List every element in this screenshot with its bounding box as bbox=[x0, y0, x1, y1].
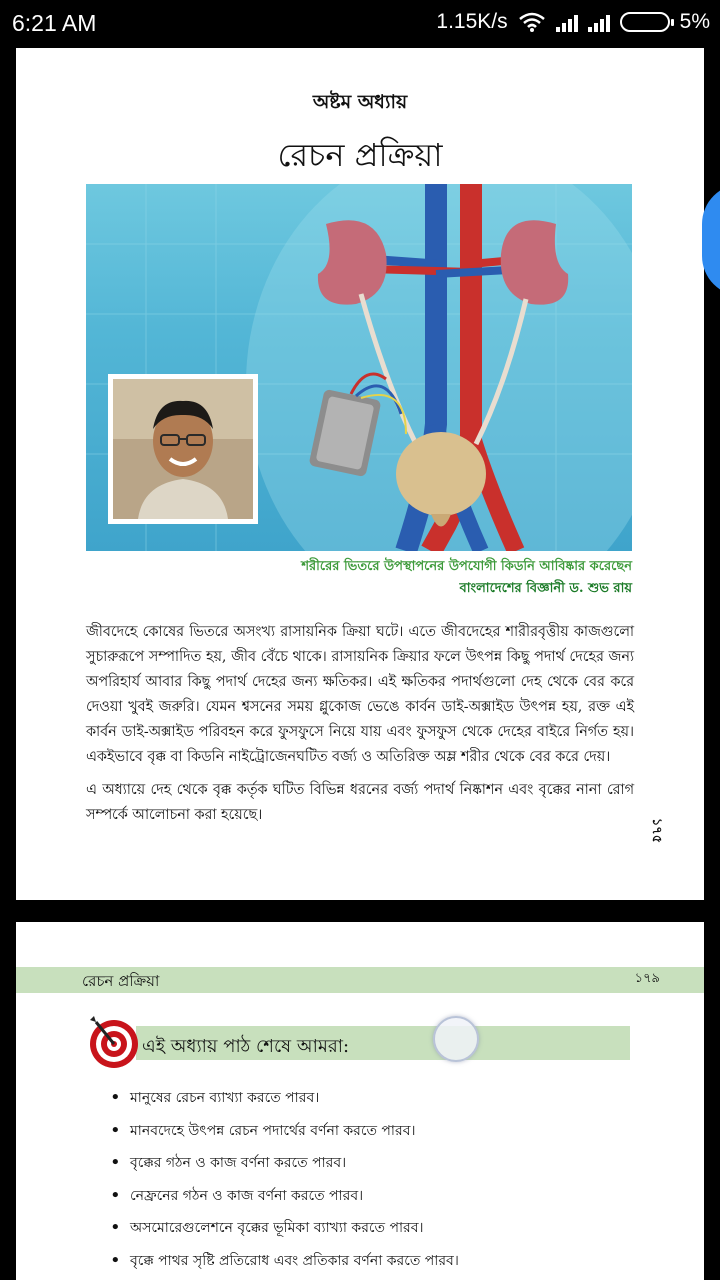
target-icon bbox=[86, 1014, 142, 1070]
floating-side-tab[interactable] bbox=[702, 184, 720, 296]
chapter-number: অষ্টম অধ্যায় bbox=[312, 91, 408, 113]
list-item: • বৃক্কের গঠন ও কাজ বর্ণনা করতে পারব। bbox=[110, 1147, 459, 1180]
paragraph-2: এ অধ্যায়ে দেহ থেকে বৃক্ক কর্তৃক ঘটিত বিভিন্ন ধরনের বর্জ্য পদার্থ নিষ্কাশন এবং বৃক্কের নানা রোগ সম্পর্কে আলোচনা করা হয়েছে। bbox=[86, 782, 634, 823]
header-page-number: ১৭৯ bbox=[634, 971, 660, 986]
page-number: ১৭৫ bbox=[649, 817, 665, 844]
paragraph-1: জীবদেহে কোষের ভিতরে অসংখ্য রাসায়নিক ক্রিয়া ঘটে। এতে জীবদেহের শারীরবৃত্তীয় কাজগুলো সুচারুরূপে সম্পাদিত হয়, জীব বেঁচে থাকে। রাসায়নিক ক্রিয়ার ফলে উৎপন্ন কিছু পদার্থ দেহের জন্য অপরিহার্য আবার কিছু পদার্থ দেহের জন্য ক্ষতিকর। এই ক্ষতিকর পদার্থগুলো দেহ থেকে বের করে দেওয়া খুবই জরুরি। যেমন শ্বসনের সময় গ্লুকোজ ভেঙে কার্বন ডাই-অক্সাইড উৎপন্ন হয়, রক্ত এই কার্বন ডাই-অক্সাইড পরিবহন করে ফুসফুসে নিয়ে যায় এবং ফুসফুস থেকে দেহের বাইরে নির্গত হয়। একইভাবে বৃক্ক বা কিডনি নাইট্রোজেনঘটিত বর্জ্য ও অতিরিক্ত অম্ল শরীর থেকে বের করে দেয়। bbox=[86, 624, 634, 765]
header-title: রেচন প্রক্রিয়া bbox=[82, 972, 160, 990]
learning-goals-list bbox=[110, 1082, 459, 1277]
caption-line-1: শরীরের ভিতরে উপস্থাপনের উপযোগী কিডনি আবিষ্কার করেছেন bbox=[301, 559, 632, 574]
image-caption bbox=[301, 556, 632, 600]
list-item: • বৃক্কে পাথর সৃষ্টি প্রতিরোধ এবং প্রতিকার বর্ণনা করতে পারব। bbox=[110, 1245, 459, 1278]
network-speed: 1.15K/s bbox=[436, 10, 508, 33]
book-page-1[interactable] bbox=[16, 48, 704, 900]
chapter-intro-text bbox=[86, 620, 634, 836]
list-item: • অসমোরেগুলেশনে বৃক্কের ভূমিকা ব্যাখ্যা করতে পারব। bbox=[110, 1212, 459, 1245]
scientist-photo bbox=[113, 379, 253, 519]
status-time: 6:21 AM bbox=[12, 10, 97, 36]
touch-indicator bbox=[433, 1016, 479, 1062]
battery-icon bbox=[620, 12, 670, 32]
book-page-2[interactable] bbox=[16, 922, 704, 1280]
wifi-icon bbox=[518, 11, 546, 33]
list-item: • মানুষের রেচন ব্যাখ্যা করতে পারব। bbox=[110, 1082, 459, 1115]
objective-label: এই অধ্যায় পাঠ শেষে আমরা: bbox=[142, 1036, 350, 1057]
caption-line-2: বাংলাদেশের বিজ্ঞানী ড. শুভ রায় bbox=[459, 581, 632, 596]
chapter-title: রেচন প্রক্রিয়া bbox=[277, 136, 443, 174]
page-header bbox=[16, 967, 704, 993]
scientist-photo-frame bbox=[108, 374, 258, 524]
signal-icon bbox=[556, 12, 578, 32]
list-item: • মানবদেহে উৎপন্ন রেচন পদার্থের বর্ণনা করতে পারব। bbox=[110, 1115, 459, 1148]
status-right bbox=[436, 10, 710, 34]
signal-icon bbox=[588, 12, 610, 32]
page-gap bbox=[0, 900, 720, 922]
battery-level: 5% bbox=[679, 10, 710, 33]
list-item: • নেফ্রনের গঠন ও কাজ বর্ণনা করতে পারব। bbox=[110, 1180, 459, 1213]
status-bar bbox=[0, 0, 720, 48]
kidney-illustration bbox=[86, 184, 632, 551]
